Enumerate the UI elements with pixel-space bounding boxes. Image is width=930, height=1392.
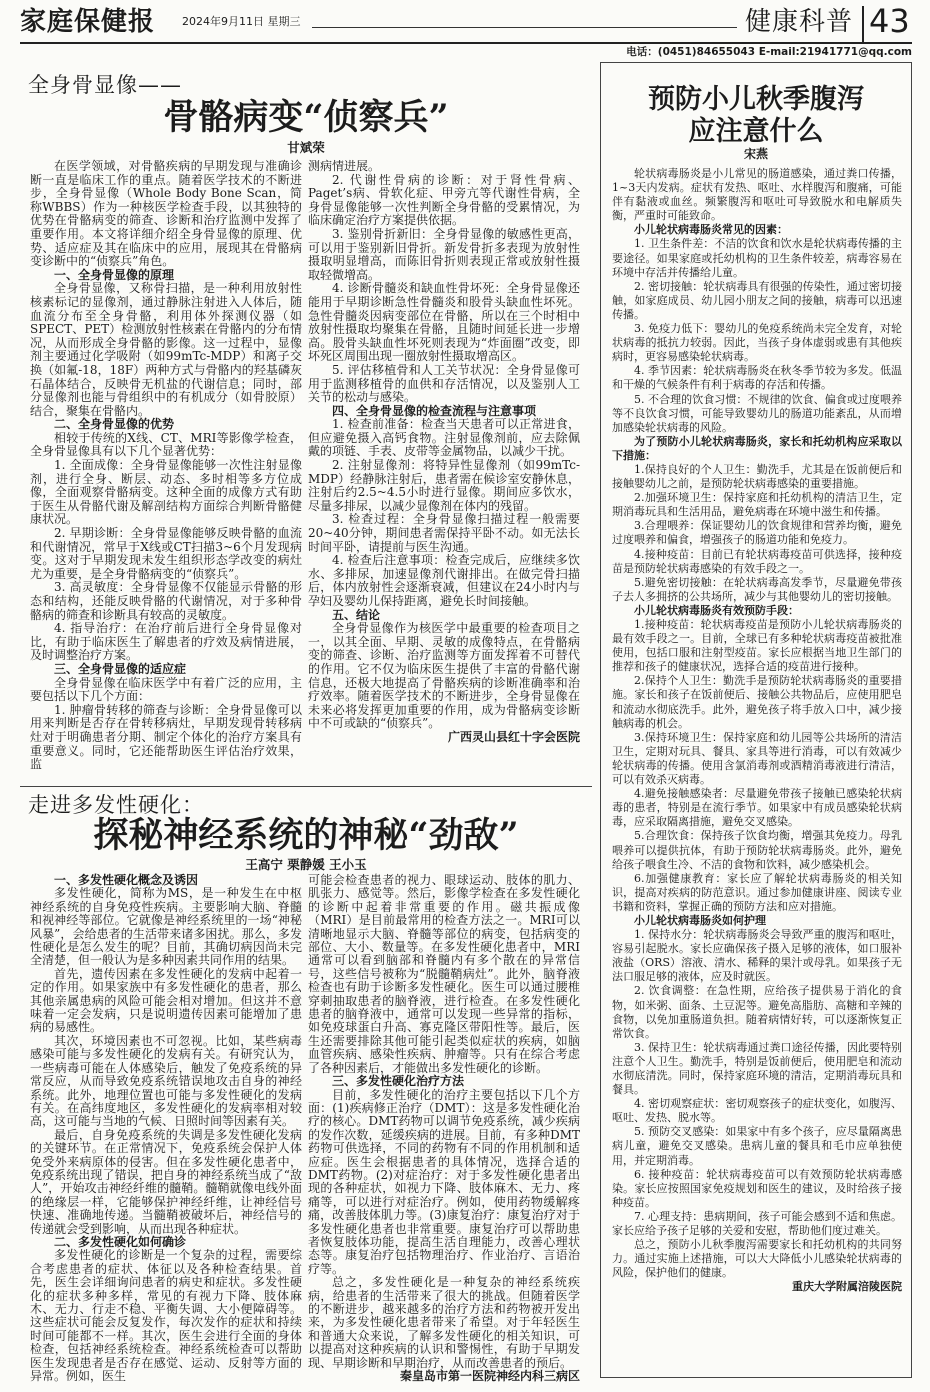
paragraph: 1.接种疫苗：轮状病毒疫苗是预防小儿轮状病毒肠炎的最有效手段之一。目前，全球已有多种轮状病毒疫苗被批准使用，包括口服和注射型疫苗。家长应根据当地卫生部门的推荐和孩子的健康状况，选择合适的疫苗进行接种。	[612, 618, 902, 674]
paragraph: 2. 早期诊断：全身骨显像能够反映骨骼的血流和代谢情况，常早于X线或CT扫描3~6个月发现病变。这对于早期发现未发生组织形态学改变的病灶尤为重要，是全身骨骼病变的“侦察兵”。	[30, 526, 302, 581]
page-number: 43	[869, 2, 910, 40]
section-heading: 五、结论	[332, 607, 381, 622]
section-name: 健康科普	[745, 7, 854, 36]
paragraph: 5. 预防交叉感染：如果家中有多个孩子，应尽量隔离患病儿童，避免交叉感染。患病儿童的餐具和毛巾应单独使用，并定期消毒。	[612, 1125, 902, 1167]
paragraph: 5. 评估移植骨和人工关节状况：全身骨显像可用于监测移植骨的血供和存活情况，以及鉴别人工关节的松动与感染。	[308, 362, 580, 405]
paragraph: 全身骨显像，又称骨扫描，是一种利用放射性核素标记的显像剂，通过静脉注射进入人体后，随血流分布至全身骨骼，利用体外探测仪器（如SPECT、PET）检测放射性核素在骨骼内的分布情况，从而形成全身骨骼的影像。这一过程中，显像剂主要通过化学吸附（如99mTc-MDP）和离子交换（如氟-18，18F）两种方式与骨骼内的羟基磷灰石晶体结合，反映骨无机盐的代谢信息；同时，部分显像剂也能与骨组织中的有机成分（如骨胶原）结合，聚集在骨骼内。	[30, 281, 302, 418]
paragraph: 多发性硬化，简称为MS，是一种发生在中枢神经系统的自身免疫性疾病。主要影响大脑、脊髓和视神经等部位。它就像是神经系统里的一场“神秘风暴”，会给患者的生活带来诸多困扰。那么，多发性硬化是怎么发生的呢？目前，其确切病因尚未完全清楚，但一般认为是多种因素共同作用的结果。	[30, 886, 302, 968]
paragraph: 最后，自身免疫系统的失调是多发性硬化发病的关键环节。在正常情况下，免疫系统会保护人体免受外来病原体的侵害。但在多发性硬化患者中，免疫系统出现了错误，把自身的神经系统当成了“敌人”，开始攻击神经纤维的髓鞘。髓鞘就像电线外面的绝缘层一样，它能够保护神经纤维，让神经信号快速、准确地传递。当髓鞘被破坏后，神经信号的传递就会受到影响，从而出现各种症状。	[30, 1127, 302, 1236]
section-heading: 一、多发性硬化概念及诱因	[54, 873, 199, 887]
paragraph: 3. 保持卫生：轮状病毒通过粪口途径传播，因此要特别注意个人卫生。勤洗手，特别是饭前便后，使用肥皂和流动水彻底清洗。同时，保持家庭环境的清洁，定期消毒玩具和餐具。	[612, 1040, 902, 1097]
paragraph: 2. 密切接触：轮状病毒具有很强的传染性，通过密切接触，如家庭成员、幼儿园小朋友之间的接触，病毒可以迅速传播。	[612, 279, 902, 321]
section-heading: 小儿轮状病毒肠炎有效预防手段：	[634, 603, 799, 617]
paragraph: 4. 季节因素：轮状病毒肠炎在秋冬季节较为多发。低温和干燥的气候条件有利于病毒的存活和传播。	[612, 364, 902, 392]
paragraph: 4. 指导治疗：在治疗前后进行全身骨显像对比，有助于临床医生了解患者的疗效及病情进展，及时调整治疗方案。	[30, 621, 302, 663]
article-column	[30, 160, 302, 772]
paragraph: 全身骨显像在临床医学中有着广泛的应用，主要包括以下几个方面：	[30, 675, 302, 704]
paragraph: 4. 诊断骨髓炎和缺血性骨坏死：全身骨显像还能用于早期诊断急性骨髓炎和股骨头缺血性坏死。急性骨髓炎因病变部位在骨骼，所以在三个时相中放射性摄取均聚集在骨骼，且随时间延长进一步增高。股骨头缺血性坏死则表现为“炸面圈”改变，即坏死区周围出现一圈放射性摄取增高区。	[308, 281, 580, 364]
paragraph: 1. 肿瘤骨转移的筛查与诊断：全身骨显像可以用来判断是否存在骨转移病灶，早期发现骨转移病灶对于明确患者分期、制定个体化的治疗方案具有重要意义。同时，它还能帮助医生评估治疗效果，监	[30, 702, 302, 772]
paragraph: 全身骨显像作为核医学中最重要的检查项目之一，以其全面、早期、灵敏的成像特点，在骨骼病变的筛查、诊断、治疗监测等方面发挥着不可替代的作用。它不仅为临床医生提供了丰富的骨骼代谢信息，还极大地提高了骨骼疾病的诊断准确率和治疗效率。随着医学技术的不断进步，全身骨显像在未来必将发挥更加重要的作用，成为骨骼病变诊断中不可或缺的“侦察兵”。	[308, 621, 580, 731]
article-headline: 探秘神经系统的神秘“劲敌”	[93, 815, 519, 856]
section-heading: 三、全身骨显像的适应症	[54, 661, 187, 676]
article-byline: 甘斌荣	[287, 140, 325, 155]
header-rule	[312, 27, 737, 28]
paragraph: 3.合理喂养：保证婴幼儿的饮食规律和营养均衡，避免过度喂养和偏食，增强孩子的肠道功能和免疫力。	[612, 519, 902, 547]
paragraph: 2.加强环境卫生：保持家庭和托幼机构的清洁卫生，定期消毒玩具和生活用品，避免病毒在环境中滋生和传播。	[612, 491, 902, 519]
paragraph: 相较于传统的X线、CT、MRI等影像学检查，全身骨显像具有以下几个显著优势：	[30, 430, 302, 459]
paragraph: 1. 全面成像：全身骨显像能够一次性注射显像剂，进行全身、断层、动态、多时相等多方位成像，全面观察骨骼病变。这种全面的成像方式有助于医生从骨骼代谢及解剖结构方面综合判断骨骼健康状况。	[30, 458, 302, 527]
paragraph: 4.接种疫苗：目前已有轮状病毒疫苗可供选择，接种疫苗是预防轮状病毒感染的有效手段之一。	[612, 547, 902, 575]
paragraph: 6.加强健康教育：家长应了解轮状病毒肠炎的相关知识，提高对疾病的防范意识。通过参加健康讲座、阅读专业书籍和资料，掌握正确的预防方法和应对措施。	[612, 871, 902, 913]
paragraph: 总之，预防小儿秋季腹泻需要家长和托幼机构的共同努力。通过实施上述措施，可以大大降低小儿感染轮状病毒的风险，保护他们的健康。	[612, 1238, 902, 1280]
article-column	[612, 167, 902, 1295]
paragraph: 首先，遗传因素在多发性硬化的发病中起着一定的作用。如果家族中有多发性硬化的患者，那么其他亲属患病的风险可能会相对增加。但这并不意味着一定会发病，只是说明遗传因素可能增加了患病的易感性。	[30, 966, 302, 1035]
paragraph: 1.保持良好的个人卫生：勤洗手，尤其是在饭前便后和接触婴幼儿之前，是预防轮状病毒感染的重要措施。	[612, 462, 902, 491]
paragraph: 5. 不合理的饮食习惯：不规律的饮食、偏食或过度喂养等不良饮食习惯，可能导致婴幼儿的肠道功能紊乱，从而增加感染轮状病毒的风险。	[612, 392, 902, 434]
section-heading: 二、全身骨显像的优势	[54, 417, 175, 432]
contact-info: 电话：(0451)84655043 E-mail:21941771@qq.com	[626, 46, 912, 58]
article-column	[308, 874, 580, 1383]
paragraph: 3.保持环境卫生：保持家庭和幼儿园等公共场所的清洁卫生，定期对玩具、餐具、家具等进行消毒，可以有效减少轮状病毒的传播。使用含氯消毒剂或酒精消毒液进行清洁，可以有效杀灭病毒。	[612, 730, 902, 787]
article-headline-second-line: 应注意什么	[688, 116, 824, 147]
paragraph: 4.避免接触感染者：尽量避免带孩子接触已感染轮状病毒的患者，特别是在流行季节。如果家中有成员感染轮状病毒，应采取隔离措施，避免交叉感染。	[612, 787, 902, 829]
source-credit: 广西灵山县红十字会医院	[447, 729, 580, 744]
article-column	[30, 874, 302, 1383]
article-headline: 预防小儿秋季腹泻	[648, 84, 864, 115]
paragraph: 总之，多发性硬化是一种复杂的神经系统疾病，给患者的生活带来了很大的挑战。但随着医学的不断进步，越来越多的治疗方法和药物被开发出来，为多发性硬化患者带来了希望。对于年轻医生和普通大众来说，了解多发性硬化的相关知识，可以提高对这种疾病的认识和警惕性，有助于早期发现、早期诊断和早期治疗，从而改善患者的预后。	[308, 1275, 580, 1370]
paragraph: 6. 接种疫苗：轮状病毒疫苗可以有效预防轮状病毒感染。家长应按照国家免疫规划和医生的建议，及时给孩子接种疫苗。	[612, 1167, 902, 1209]
paragraph: 1. 检查前准备：检查当天患者可以正常进食，但应避免摄入高钙食物。注射显像剂前，应去除佩戴的项链、手表、皮带等金属物品，以减少干扰。	[308, 417, 580, 459]
paragraph: 5.避免密切接触：在轮状病毒高发季节，尽量避免带孩子去人多拥挤的公共场所，减少与其他婴幼儿的密切接触。	[612, 575, 902, 603]
paragraph: 轮状病毒肠炎是小儿常见的肠道感染，通过粪口传播，1~3天内发病。症状有发热、呕吐、水样腹泻和腹痛，可能伴有黏液或血丝。频繁腹泻和呕吐可导致脱水和电解质失衡，严重时可能致命。	[612, 167, 902, 223]
issue-date: 2024年9月11日 星期三	[182, 15, 301, 28]
paragraph: 可能会检查患者的视力、眼球运动、肢体的肌力、肌张力、感觉等。然后，影像学检查在多发性硬化的诊断中起着非常重要的作用。磁共振成像（MRI）是目前最常用的检查方法之一。MRI可以清晰地显示大脑、脊髓等部位的病变，包括病变的部位、大小、数量等。在多发性硬化患者中，MRI通常可以看到脑部和脊髓内有多个散在的异常信号，这些信号被称为“脱髓鞘病灶”。此外，脑脊液检查也有助于诊断多发性硬化。医生可以通过腰椎穿刺抽取患者的脑脊液，进行检查。在多发性硬化患者的脑脊液中，通常可以发现一些异常的指标，如免疫球蛋白升高、寡克隆区带阳性等。最后，医生还需要排除其他可能引起类似症状的疾病，如脑血管疾病、感染性疾病、肿瘤等。只有在综合考虑了各种因素后，才能做出多发性硬化的诊断。	[308, 873, 580, 1075]
paragraph: 在医学领域，对骨骼疾病的早期发现与准确诊断一直是临床工作的重点。随着医学技术的不断进步，全身骨显像（Whole Body Bone Scan，简称WBBS）作为一种核医学检查手段，以其独特的优势在骨骼病变的筛查、诊断和治疗监测中发挥了重要作用。本文将详细介绍全身骨显像的原理、优势、适应症及其在临床中的应用，展现其在骨骼病变诊断中的“侦察兵”角色。	[30, 159, 302, 269]
section-heading: 小儿轮状病毒肠炎如何护理	[634, 913, 766, 927]
masthead-rule	[20, 42, 912, 44]
page-number-divider	[862, 6, 864, 42]
paragraph: 3. 鉴别骨折新旧：全身骨显像的敏感性更高，可以用于鉴别新旧骨折。新发骨折多表现为放射性摄取明显增高，而陈旧骨折则表现正常或放射性摄取轻微增高。	[308, 226, 580, 282]
article-column	[308, 160, 580, 745]
paragraph: 2. 注射显像剂：将特异性显像剂（如99mTc-MDP）经静脉注射后，患者需在候诊室安静休息，注射后约2.5~4.5小时进行显像。期间应多饮水，尽量多排尿，以减少显像剂在体内的残留。	[308, 458, 580, 513]
paragraph: 1. 卫生条件差：不洁的饮食和饮水是轮状病毒传播的主要途径。如果家庭或托幼机构的卫生条件较差，病毒容易在环境中存活并传播给儿童。	[612, 237, 902, 279]
paragraph: 5.合理饮食：保持孩子饮食均衡，增强其免疫力。母乳喂养可以提供抗体，有助于预防轮状病毒肠炎。此外，避免给孩子喂食生冷、不洁的食物和饮料，减少感染机会。	[612, 829, 902, 871]
section-heading: 为了预防小儿轮状病毒肠炎，家长和托幼机构应采取以下措施：	[612, 434, 902, 462]
paragraph: 2. 饮食调整：在急性期，应给孩子提供易于消化的食物，如米粥、面条、土豆泥等。避免高脂肪、高糖和辛辣的食物，以免加重肠道负担。随着病情好转，可以逐渐恢复正常饮食。	[612, 984, 902, 1040]
paragraph: 测病情进展。	[308, 159, 381, 173]
article-headline: 骨骼病变“侦察兵”	[163, 97, 449, 138]
paragraph: 2.保持个人卫生：勤洗手是预防轮状病毒肠炎的重要措施。家长和孩子在饭前便后、接触公共物品后，应使用肥皂和流动水彻底洗手。此外，避免孩子将手放入口中，减少接触病毒的机会。	[612, 674, 902, 730]
paragraph: 7. 心理支持：患病期间，孩子可能会感到不适和焦虑。家长应给予孩子足够的关爱和安慰，帮助他们度过难关。	[612, 1209, 902, 1238]
paragraph: 目前，多发性硬化的治疗主要包括以下几个方面：(1)疾病修正治疗（DMT）：这是多发性硬化治疗的核心。DMT药物可以调节免疫系统，减少疾病的发作次数，延缓疾病的进展。目前，有多种DMT药物可供选择，不同的药物有不同的作用机制和适应症。医生会根据患者的具体情况，选择合适的DMT药物。(2)对症治疗：对于多发性硬化患者出现的各种症状，如视力下降、肢体麻木、无力、疼痛等，可以进行对症治疗。例如，使用药物缓解疼痛，改善肢体肌力等。(3)康复治疗：康复治疗对于多发性硬化患者也非常重要。康复治疗可以帮助患者恢复肢体功能，提高生活自理能力，改善心理状态等。康复治疗包括物理治疗、作业治疗、言语治疗等。	[308, 1087, 580, 1276]
paragraph: 其次，环境因素也不可忽视。比如，某些病毒感染可能与多发性硬化的发病有关。有研究认为，一些病毒可能在人体感染后，触发了免疫系统的异常反应，从而导致免疫系统错误地攻击自身的神经系统。此外，地理位置也可能与多发性硬化的发病有关。在高纬度地区，多发性硬化的发病率相对较高，这可能与当地的气候、日照时间等因素有关。	[30, 1033, 302, 1129]
paragraph: 4. 检查后注意事项：检查完成后，应继续多饮水、多排尿，加速显像剂代谢排出。在做完骨扫描后，体内放射性会逐渐衰减，但建议在24小时内与孕妇及婴幼儿保持距离，避免长时间接触。	[308, 553, 580, 608]
paragraph: 3. 检查过程：全身骨显像扫描过程一般需要20~40分钟，期间患者需保持平卧不动。如无法长时间平卧，请提前与医生沟通。	[308, 512, 580, 554]
article-kicker: 全身骨显像——	[28, 73, 182, 97]
paragraph: 多发性硬化的诊断是一个复杂的过程，需要综合考虑患者的症状、体征以及各种检查结果。首先，医生会详细询问患者的病史和症状。多发性硬化的症状多种多样，常见的有视力下降、肢体麻木、无力、行走不稳、平衡失调、大小便障碍等。这些症状可能会反复发作，每次发作的症状和持续时间可能都不一样。其次，医生会进行全面的身体检查，包括神经系统检查。神经系统检查可以帮助医生发现患者是否存在感觉、运动、反射等方面的异常。例如，医生	[30, 1248, 302, 1384]
article-byline: 宋燕	[743, 147, 768, 161]
paragraph: 3. 高灵敏度：全身骨显像不仅能显示骨骼的形态和结构，还能反映骨骼的代谢情况，对于多种骨骼病的筛查和诊断具有较高的灵敏度。	[30, 580, 302, 622]
section-heading: 小儿轮状病毒肠炎常见的因素：	[634, 223, 788, 237]
paragraph: 2. 代谢性骨病的诊断：对于肾性骨病、Paget’s病、骨软化症、甲旁亢等代谢性骨病，全身骨显像能够一次性判断全身骨骼的受累情况，为临床确定治疗方案提供依据。	[308, 172, 580, 228]
section-heading: 二、多发性硬化如何确诊	[54, 1234, 187, 1249]
source-credit: 重庆大学附属涪陵医院	[792, 1280, 902, 1294]
article-kicker: 走进多发性硬化：	[28, 793, 204, 817]
section-heading: 四、全身骨显像的检查流程与注意事项	[332, 403, 537, 418]
paragraph: 1. 保持水分：轮状病毒肠炎会导致严重的腹泻和呕吐，容易引起脱水。家长应确保孩子摄入足够的液体，如口服补液盐（ORS）溶液、清水、稀释的果汁或母乳。如果孩子无法口服足够的液体，应及时就医。	[612, 928, 902, 984]
article-byline: 王高宁 栗静媛 王小玉	[245, 857, 367, 872]
paragraph: 3. 免疫力低下：婴幼儿的免疫系统尚未完全发育，对轮状病毒的抵抗力较弱。因此，当孩子身体虚弱或患有其他疾病时，更容易感染轮状病毒。	[612, 322, 902, 364]
newspaper-name: 家庭保健报	[20, 7, 156, 37]
section-heading: 三、多发性硬化治疗方法	[332, 1074, 465, 1089]
section-heading: 一、全身骨显像的原理	[54, 267, 175, 282]
article-divider	[20, 786, 592, 787]
paragraph: 4. 密切观察症状：密切观察孩子的症状变化，如腹泻、呕吐、发热、脱水等。	[612, 1097, 902, 1125]
source-credit: 秦皇岛市第一医院神经内科三病区	[399, 1369, 580, 1384]
